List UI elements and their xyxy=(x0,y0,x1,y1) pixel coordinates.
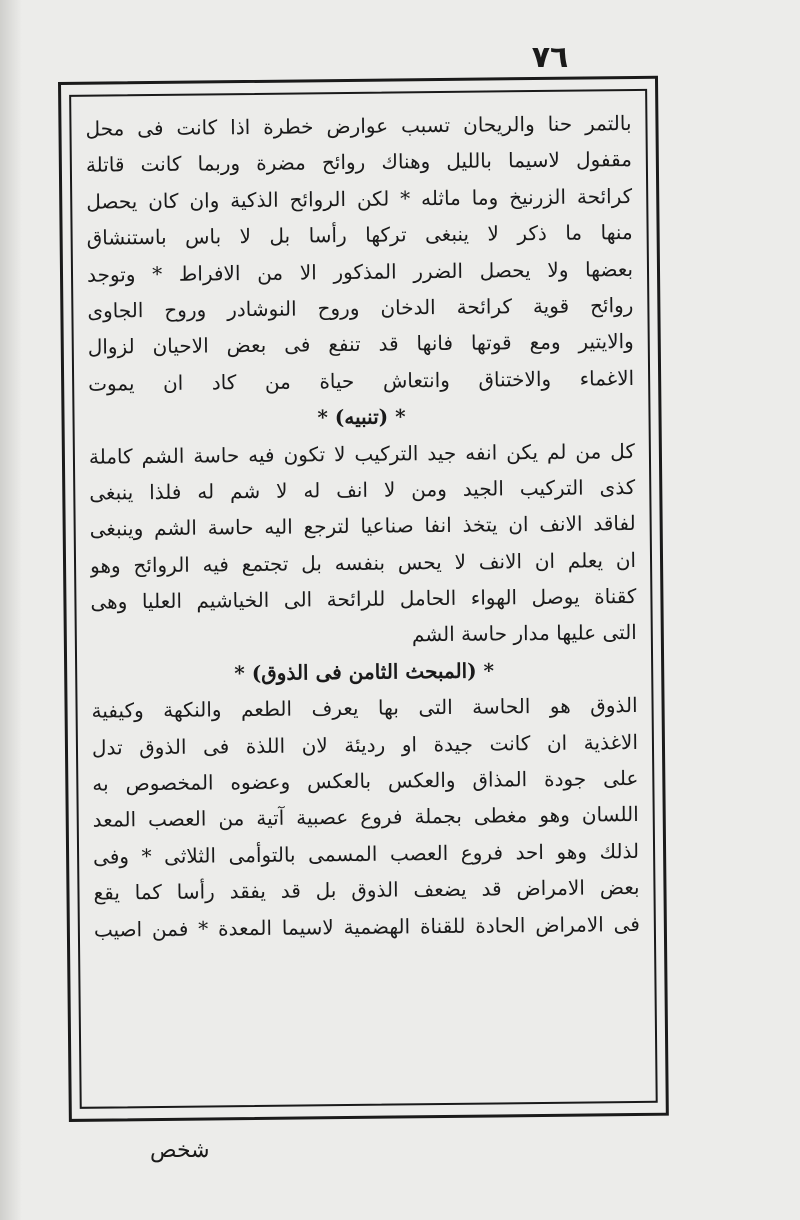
text-line: التى عليها مدار حاسة الشم xyxy=(411,620,637,647)
text-line: كرائحة الزرنيخ وما ماثله * لكن الروائح الذكية وان كان يحصل xyxy=(86,183,633,214)
text-line: الاغماء والاختناق وانتعاش حياة من كاد ان يموت xyxy=(88,365,635,396)
page-border-outer xyxy=(58,76,669,1122)
text-line: لذلك وهو احد فروع العصب المسمى بالتوأمى الثلاثى * وفى xyxy=(92,838,640,869)
text-line: منها ما ذكر لا ينبغى تركها رأسا بل لا باس باستنشاق xyxy=(86,220,633,250)
text-line: اللسان وهو مغطى بجملة فروع عصبية آتية من العصب المعد xyxy=(92,802,639,833)
text-line: بعض الامراض قد يضعف الذوق بل قد يفقد رأسا كما يقع xyxy=(93,875,640,905)
text-line: روائح قوية كرائحة الدخان وروح النوشادر وروح الجاوى xyxy=(87,292,634,323)
page-number: ٧٦ xyxy=(531,40,569,75)
text-line: الاغذية ان كانت جيدة او رديئة لان اللذة فى الذوق تدل xyxy=(91,729,639,760)
text-line: كذى التركيب الجيد ومن لا انف له لا شم له فلذا ينبغى xyxy=(89,474,636,505)
section-heading-note: * (تنبيه) * xyxy=(317,404,406,430)
text-line: على جودة المذاق والعكس بالعكس وعضوه المخصوص به xyxy=(92,765,639,796)
text-line: كل من لم يكن انفه جيد التركيب لا تكون فيه حاسة الشم كاملة xyxy=(88,438,636,469)
page-edge-shadow xyxy=(0,0,22,1220)
text-line: بعضها ولا يحصل الضرر المذكور الا من الافراط * وتوجد xyxy=(86,256,634,287)
text-line: مقفول لاسيما بالليل وهناك روائح مضرة وربما كانت قاتلة xyxy=(85,147,632,178)
section-heading-taste: * (المبحث الثامن فى الذوق) * xyxy=(234,658,495,686)
body-text xyxy=(85,105,640,948)
text-line: لفاقد الانف ان يتخذ انفا صناعيا لترجع اليه حاسة الشم وينبغى xyxy=(89,511,636,541)
text-line: والايتير ومع قوتها فانها قد تنفع فى بعض الاحيان لزوال xyxy=(87,329,634,360)
text-line: الذوق هو الحاسة التى بها يعرف الطعم والنكهة وكيفية xyxy=(91,693,638,723)
text-line: فى الامراض الحادة للقناة الهضمية لاسيما المعدة * فمن اصيب xyxy=(93,911,640,942)
text-line: بالتمر حنا والريحان تسبب عوارض خطرة اذا كانت فى محل xyxy=(85,110,632,141)
text-line: كقناة يوصل الهواء الحامل للرائحة الى الخياشيم العليا وهى xyxy=(90,584,637,614)
catchword: شخص xyxy=(150,1138,210,1163)
page-border-inner xyxy=(69,89,658,1109)
text-line: ان يعلم ان الانف لا يحس بنفسه بل تجتمع فيه الروائح وهو xyxy=(89,547,637,578)
